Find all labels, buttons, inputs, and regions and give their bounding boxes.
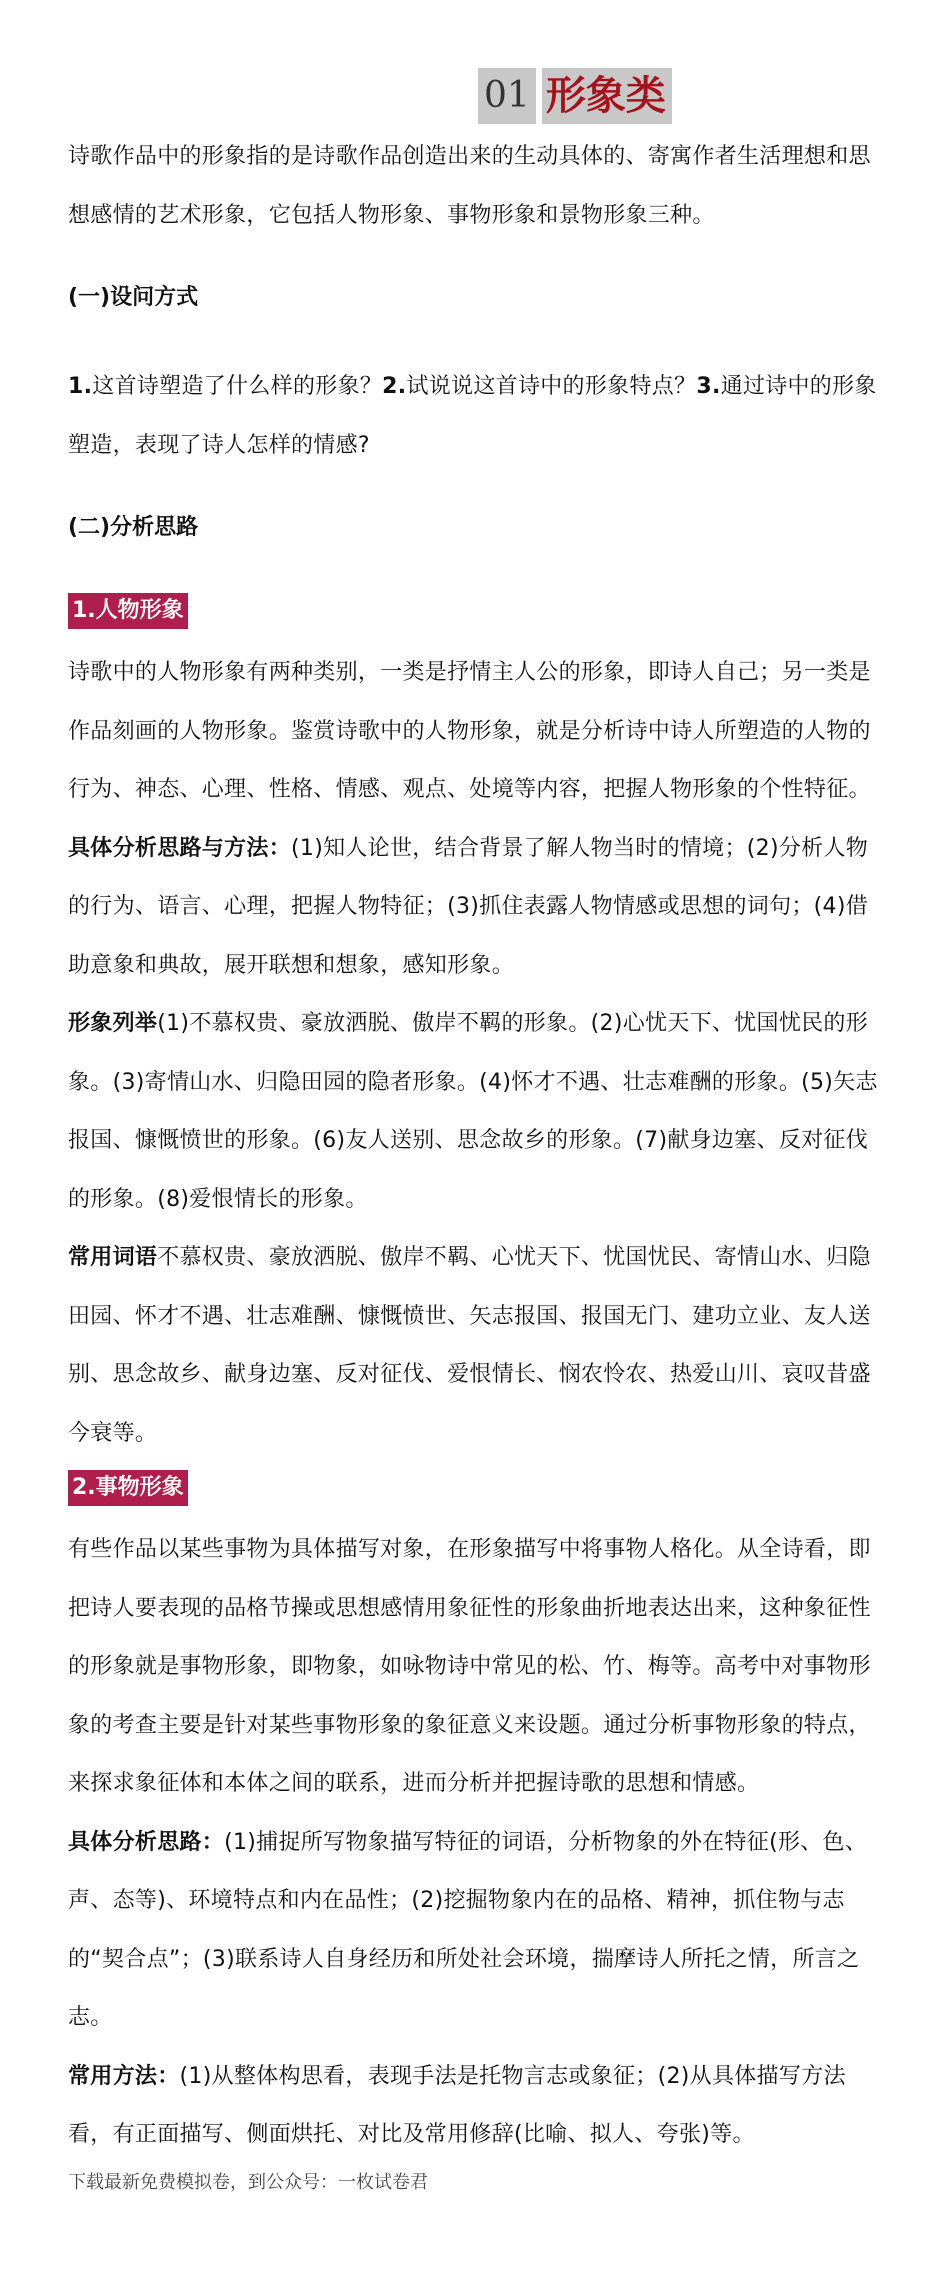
object-method-text: (1)捕捉所写物象描写特征的词语，分析物象的外在特征(形、色、声、态等)、环境特点和内在品性；(2)挖掘物象内在的品格、精神，抓住物与志的“契合点”；(3)联系诗人自身经历和所处社会环境，揣摩诗人所托之情，所言之志。 bbox=[68, 1829, 868, 2030]
person-list-label: 形象列举 bbox=[68, 1011, 158, 1036]
q3-text: 通过诗中的形象塑造，表现了诗人怎样的情感? bbox=[68, 374, 877, 458]
q2-text: 试说说这首诗中的形象特点？ bbox=[406, 374, 697, 399]
q3-number: 3. bbox=[696, 374, 721, 399]
footer-note: 下载最新免费模拟卷，到公众号：一枚试卷君 bbox=[68, 2172, 428, 2193]
person-list-text: (1)不慕权贵、豪放洒脱、傲岸不羁的形象。(2)心忧天下、忧国忧民的形象。(3)寄情山水、归隐田园的隐者形象。(4)怀才不遇、壮志难酬的形象。(5)矢志报国、慷慨愤世的形象。(6)友人送别、思念故乡的形象。(7)献身边塞、反对征伐的形象。(8)爱恨情长的形象。 bbox=[68, 1011, 878, 1212]
q1-number: 1. bbox=[68, 374, 93, 399]
person-words bbox=[68, 1229, 890, 1463]
person-list bbox=[68, 995, 890, 1229]
q2-number: 2. bbox=[382, 374, 407, 399]
person-method-label: 具体分析思路与方法： bbox=[68, 835, 292, 861]
object-block bbox=[68, 1521, 890, 2165]
person-intro: 诗歌中的人物形象有两种类别，一类是抒情主人公的形象，即诗人自己；另一类是作品刻画的人物形象。鉴赏诗歌中的人物形象，就是分析诗中诗人所塑造的人物的行为、神态、心理、性格、情感、观点、处境等内容，把握人物形象的个性特征。 bbox=[68, 660, 871, 802]
section-name: 形象类 bbox=[542, 68, 672, 124]
object-common bbox=[68, 2048, 890, 2165]
tag-person-image: 1.人物形象 bbox=[68, 593, 188, 629]
object-intro: 有些作品以某些事物为具体描写对象，在形象描写中将事物人格化。从全诗看，即把诗人要表现的品格节操或思想感情用象征性的形象曲折地表达出来，这种象征性的形象就是事物形象，即物象，如咏物诗中常见的松、竹、梅等。高考中对事物形象的考查主要是针对某些事物形象的象征意义来设题。通过分析事物形象的特点，来探求象征体和本体之间的联系，进而分析并把握诗歌的思想和情感。 bbox=[68, 1537, 871, 1796]
q1-text: 这首诗塑造了什么样的形象？ bbox=[92, 374, 383, 399]
object-method bbox=[68, 1814, 890, 2048]
person-words-text: 不慕权贵、豪放洒脱、傲岸不羁、心忧天下、忧国忧民、寄情山水、归隐田园、怀才不遇、壮志难酬、慷慨愤世、矢志报国、报国无门、建功立业、友人送别、思念故乡、献身边塞、反对征伐、爱恨情长、悯农怜农、热爱山川、哀叹昔盛今衰等。 bbox=[68, 1245, 871, 1446]
section-title bbox=[478, 68, 672, 124]
tag-object-image: 2.事物形象 bbox=[68, 1470, 188, 1506]
object-common-label: 常用方法： bbox=[68, 2063, 180, 2089]
heading-question-types: (一)设问方式 bbox=[68, 285, 199, 310]
object-common-text: (1)从整体构思看，表现手法是托物言志或象征；(2)从具体描写方法看，有正面描写、侧面烘托、对比及常用修辞(比喻、拟人、夸张)等。 bbox=[68, 2063, 846, 2147]
person-method-text: (1)知人论世，结合背景了解人物当时的情境；(2)分析人物的行为、语言、心理，把握人物特征；(3)抓住表露人物情感或思想的词句；(4)借助意象和典故，展开联想和想象，感知形象。 bbox=[68, 835, 869, 978]
person-block bbox=[68, 644, 890, 1463]
intro-paragraph: 诗歌作品中的形象指的是诗歌作品创造出来的生动具体的、寄寓作者生活理想和思想感情的艺术形象，它包括人物形象、事物形象和景物形象三种。 bbox=[68, 144, 871, 228]
person-words-label: 常用词语 bbox=[68, 1245, 158, 1270]
question-list bbox=[68, 358, 890, 475]
section-number: 01 bbox=[478, 68, 536, 124]
person-method bbox=[68, 820, 890, 996]
object-method-label: 具体分析思路： bbox=[68, 1829, 225, 1855]
heading-analysis: (二)分析思路 bbox=[68, 515, 199, 540]
